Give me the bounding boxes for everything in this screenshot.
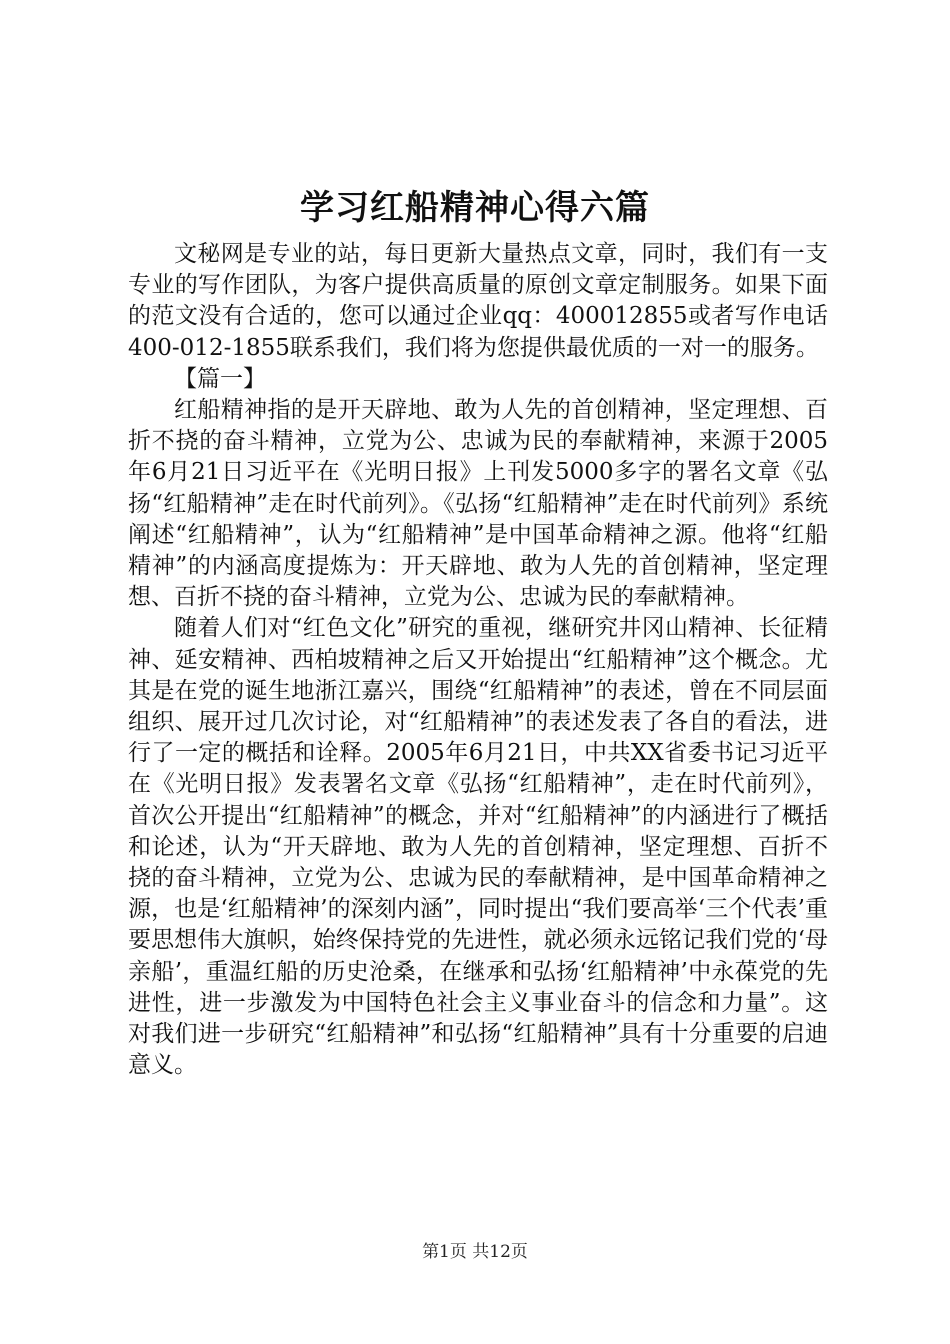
document-body bbox=[128, 239, 828, 1081]
section-heading: 【篇一】 bbox=[174, 365, 266, 392]
page-number: 第1页 共12页 bbox=[422, 1242, 528, 1262]
body-paragraph: 红船精神指的是开天辟地、敢为人先的首创精神，坚定理想、百折不挠的奋斗精神，立党为公、忠诚为民的奉献精神，来源于2005年6月21日习近平在《光明日报》上刊发5000多字的署名文章《弘扬“红船精神”走在时代前列》。《弘扬“红船精神”走在时代前列》系统阐述“红船精神”，认为“红船精神”是中国革命精神之源。他将“红船精神”的内涵高度提炼为：开天辟地、敢为人先的首创精神，坚定理想、百折不挠的奋斗精神，立党为公、忠诚为民的奉献精神。 bbox=[128, 397, 828, 611]
intro-paragraph: 文秘网是专业的站，每日更新大量热点文章，同时，我们有一支专业的写作团队，为客户提供高质量的原创文章定制服务。如果下面的范文没有合适的，您可以通过企业qq：400012855或者写作电话400-012-1855联系我们，我们将为您提供最优质的一对一的服务。 bbox=[128, 241, 828, 361]
body-paragraph: 随着人们对“红色文化”研究的重视，继研究井冈山精神、长征精神、延安精神、西柏坡精神之后又开始提出“红船精神”这个概念。尤其是在党的诞生地浙江嘉兴，围绕“红船精神”的表述，曾在不同层面组织、展开过几次讨论，对“红船精神”的表述发表了各自的看法，进行了一定的概括和诠释。2005年6月21日，中共XX省委书记习近平在《光明日报》发表署名文章《弘扬“红船精神”，走在时代前列》，首次公开提出“红船精神”的概念，并对“红船精神”的内涵进行了概括和论述，认为“开天辟地、敢为人先的首创精神，坚定理想、百折不挠的奋斗精神，立党为公、忠诚为民的奉献精神，是中国革命精神之源，也是‘红船精神’的深刻内涵”，同时提出“我们要高举‘三个代表’重要思想伟大旗帜，始终保持党的先进性，就必须永远铭记我们党的‘母亲船’，重温红船的历史沧桑，在继承和弘扬‘红船精神’中永葆党的先进性，进一步激发为中国特色社会主义事业奋斗的信念和力量”。这对我们进一步研究“红船精神”和弘扬“红船精神”具有十分重要的启迪意义。 bbox=[128, 615, 828, 1079]
document-title: 学习红船精神心得六篇 bbox=[300, 188, 650, 228]
